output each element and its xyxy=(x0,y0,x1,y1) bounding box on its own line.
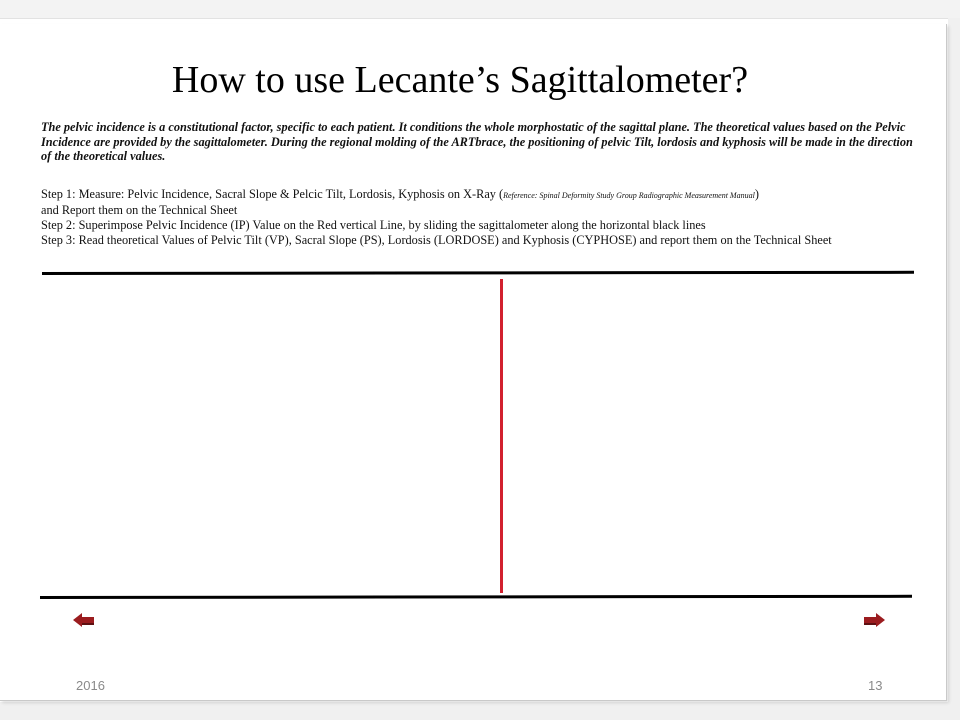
top-horizontal-guide-line xyxy=(42,271,914,275)
slide-number: 13 xyxy=(868,678,883,693)
footer-date: 2016 xyxy=(76,678,105,693)
step-1-close: ) xyxy=(754,187,759,201)
intro-paragraph: The pelvic incidence is a constitutional factor, specific to each patient. It conditions the whole morphostatic of the sagittal plane. The theoretical values based on the Pelvic Incidence are provided by the sagittalometer. During the regional molding of the ARTbrace, the positioning of pelvic Tilt, lordosis and kyphosis will be made in the direction of the theoretical values. xyxy=(41,120,913,163)
step-1 xyxy=(41,187,931,203)
step-1-text: Step 1: Measure: Pelvic Incidence, Sacral Slope & Pelcic Tilt, Lordosis, Kyphosis on X-Ray ( xyxy=(41,187,504,201)
slide-title: How to use Lecante’s Sagittalometer? xyxy=(171,59,749,101)
steps-block xyxy=(41,187,931,248)
step-1-continuation: and Report them on the Technical Sheet xyxy=(41,203,238,217)
arrow-right-icon[interactable] xyxy=(863,612,885,628)
step-2: Step 2: Superimpose Pelvic Incidence (IP) Value on the Red vertical Line, by sliding the sagittalometer along the horizontal black lines xyxy=(41,218,706,232)
viewer-top-strip xyxy=(0,0,960,19)
step-3: Step 3: Read theoretical Values of Pelvic Tilt (VP), Sacral Slope (PS), Lordosis (LORDOSE) and Kyphosis (CYPHOSE) and report them on the Technical Sheet xyxy=(41,233,832,247)
slide xyxy=(0,24,947,701)
bottom-horizontal-guide-line xyxy=(40,595,912,599)
arrow-left-icon[interactable] xyxy=(73,612,95,628)
red-vertical-line xyxy=(500,279,503,593)
viewer-bottom-strip xyxy=(0,702,948,720)
step-1-reference: Reference: Spinal Deformity Study Group Radiographic Measurement Manual xyxy=(503,191,755,200)
viewer-right-gutter xyxy=(948,18,960,720)
